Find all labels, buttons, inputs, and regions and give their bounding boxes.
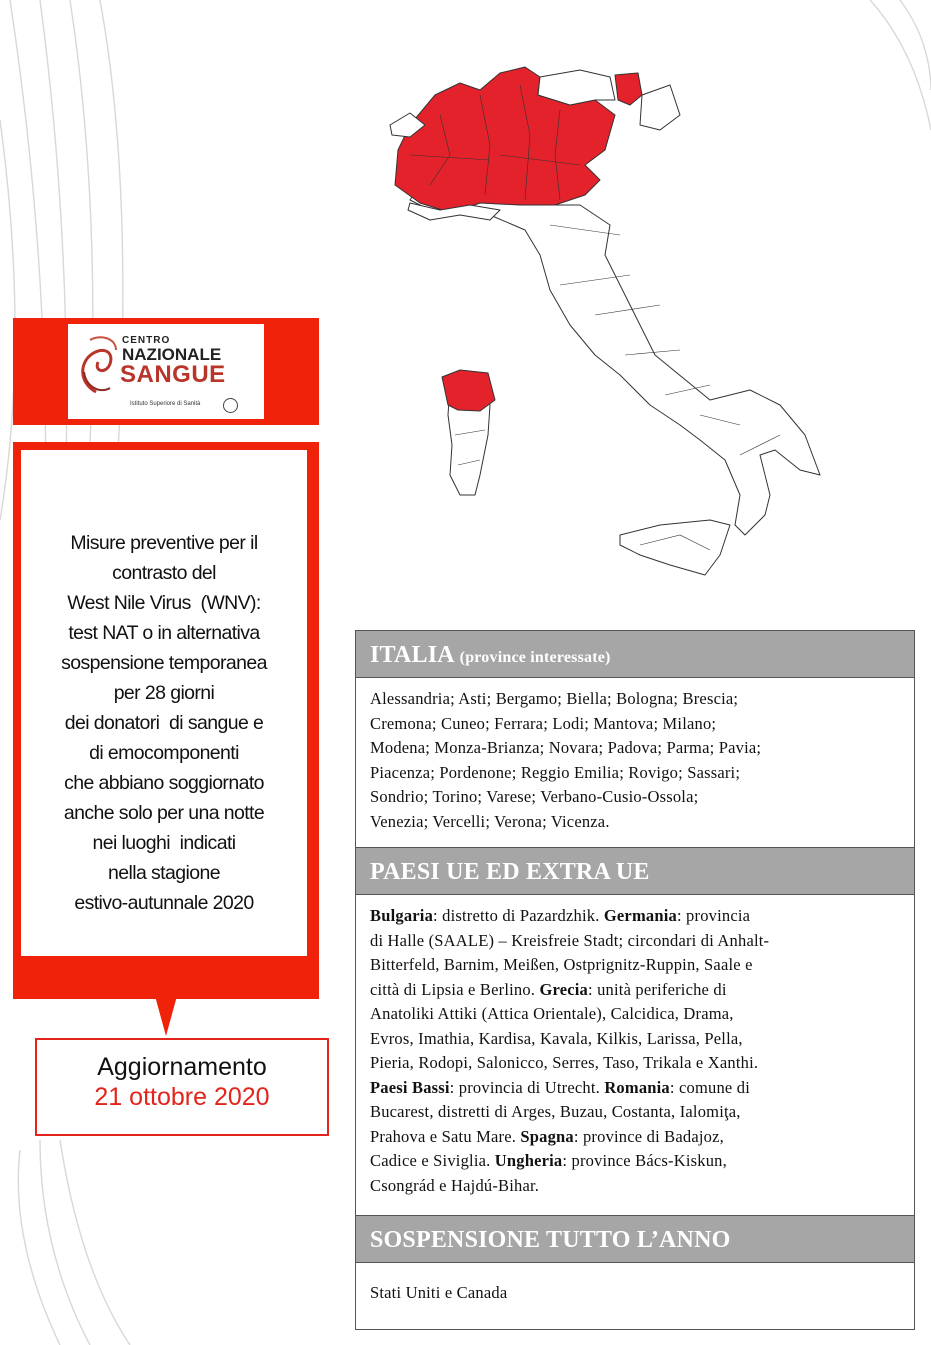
italia-provinces [370, 687, 905, 834]
message-line: nei luoghi indicati [92, 832, 236, 854]
country-name: Grecia [539, 979, 588, 999]
update-date: 21 ottobre 2020 [94, 1083, 270, 1111]
message-line: Misure preventive per il [70, 532, 258, 554]
country-detail: : comune di [669, 1077, 750, 1097]
country-line [370, 1125, 905, 1150]
paesi-title: PAESI UE ED EXTRA UE [370, 859, 650, 885]
province-line: Alessandria; Asti; Bergamo; Biella; Bologna; Brescia; [370, 689, 739, 708]
logo-line3: SANGUE [120, 361, 226, 388]
province-line: Venezia; Vercelli; Verona; Vicenza. [370, 811, 610, 831]
country-detail: : provincia [676, 906, 751, 925]
friuli-region [640, 85, 680, 130]
country-line [370, 1149, 905, 1174]
country-detail: Anatoliki Attiki (Attica Orientale), Calcidica, Drama, [370, 1004, 734, 1023]
areas-table [355, 630, 915, 1330]
country-line [370, 953, 905, 978]
country-detail: Prahova e Satu Mare. [370, 1126, 521, 1146]
message-box [13, 442, 319, 999]
province-line: Sondrio; Torino; Varese; Verbano-Cusio-Ossola; [370, 787, 699, 806]
message-line: per 28 giorni [113, 682, 215, 704]
divider [356, 1262, 914, 1263]
country-detail: : province di Badajoz, [573, 1126, 724, 1146]
country-name: Germania [603, 906, 677, 925]
message-text [61, 528, 267, 918]
italia-title: ITALIA [370, 642, 454, 668]
message-panel [21, 450, 307, 956]
country-name: Spagna [520, 1126, 574, 1146]
callout-pointer [155, 996, 177, 1036]
logo-subline: Istituto Superiore di Sanità [130, 401, 201, 407]
country-name: Paesi Bassi [370, 1077, 450, 1097]
italia-header [356, 631, 914, 677]
paesi-header [356, 848, 914, 894]
country-detail: città di Lipsia e Berlino. [370, 979, 540, 999]
province-line: Cremona; Cuneo; Ferrara; Lodi; Mantova; Milano; [370, 713, 717, 733]
country-line [370, 978, 905, 1003]
country-detail: Evros, Imathia, Kardisa, Kavala, Kilkis, Larissa, Pella, [370, 1028, 743, 1048]
paesi-countries [370, 904, 905, 1198]
message-line: anche solo per una notte [63, 802, 265, 824]
country-name: Ungheria [494, 1151, 563, 1170]
divider [356, 894, 914, 895]
tutto-anno-header [356, 1216, 914, 1262]
message-line: che abbiano soggiornato [64, 772, 264, 794]
blood-swirl-icon [76, 332, 120, 396]
message-line: test NAT o in alternativa [68, 622, 260, 644]
pordenone-province [615, 73, 642, 105]
country-detail: : province Bács-Kiskun, [562, 1151, 727, 1170]
update-label: Aggiornamento [97, 1053, 267, 1081]
message-line: sospensione temporanea [61, 652, 267, 674]
country-line [370, 904, 905, 929]
sicily-shape [620, 520, 730, 575]
logo-panel [68, 324, 264, 419]
country-line [370, 1174, 905, 1199]
country-detail: : provincia di Utrecht. [449, 1077, 605, 1097]
update-box [35, 1038, 329, 1136]
country-detail: di Halle (SAALE) – Kreisfreie Stadt; circondari di Anhalt- [370, 930, 770, 950]
country-line [370, 929, 905, 954]
country-line [370, 1100, 905, 1125]
country-line [370, 1051, 905, 1076]
country-detail: Bucarest, distretti di Arges, Buzau, Costanta, Ialomiţa, [370, 1102, 741, 1121]
country-line [370, 1002, 905, 1027]
province-line: Modena; Monza-Brianza; Novara; Padova; Parma; Pavia; [370, 738, 762, 757]
country-name: Bulgaria [370, 906, 434, 925]
country-detail: Csongrád e Hajdú-Bihar. [370, 1175, 540, 1195]
sassari-province [442, 370, 495, 411]
italy-map [380, 55, 870, 610]
logo-banner [13, 318, 319, 425]
italia-subtitle: (province interessate) [459, 649, 611, 666]
country-detail: : distretto di Pazardzhik. [433, 906, 604, 925]
country-detail: : unità periferiche di [588, 979, 727, 999]
country-detail: Bitterfeld, Barnim, Meißen, Ostprignitz-Ruppin, Saale e [370, 955, 753, 974]
divider [356, 677, 914, 678]
seal-icon [223, 398, 238, 413]
logo-line2: NAZIONALE [122, 345, 222, 364]
country-detail: Cadice e Siviglia. [370, 1151, 495, 1170]
country-name: Romania [604, 1077, 670, 1097]
logo-line1: CENTRO [122, 335, 171, 346]
message-line: nella stagione [108, 862, 220, 884]
message-line: estivo-autunnale 2020 [74, 892, 254, 914]
tutto-anno-text: Stati Uniti e Canada [370, 1283, 508, 1302]
country-detail: Pieria, Rodopi, Salonicco, Serres, Taso, Trikala e Xanthi. [370, 1053, 759, 1072]
message-line: dei donatori di sangue e [64, 712, 264, 734]
message-line: di emocomponenti [89, 742, 239, 764]
country-line [370, 1076, 905, 1101]
province-line: Piacenza; Pordenone; Reggio Emilia; Rovigo; Sassari; [370, 762, 741, 782]
message-line: contrasto del [112, 562, 216, 584]
message-line: West Nile Virus (WNV): [67, 592, 261, 614]
country-line [370, 1027, 905, 1052]
tutto-anno-title: SOSPENSIONE TUTTO L’ANNO [370, 1227, 731, 1253]
